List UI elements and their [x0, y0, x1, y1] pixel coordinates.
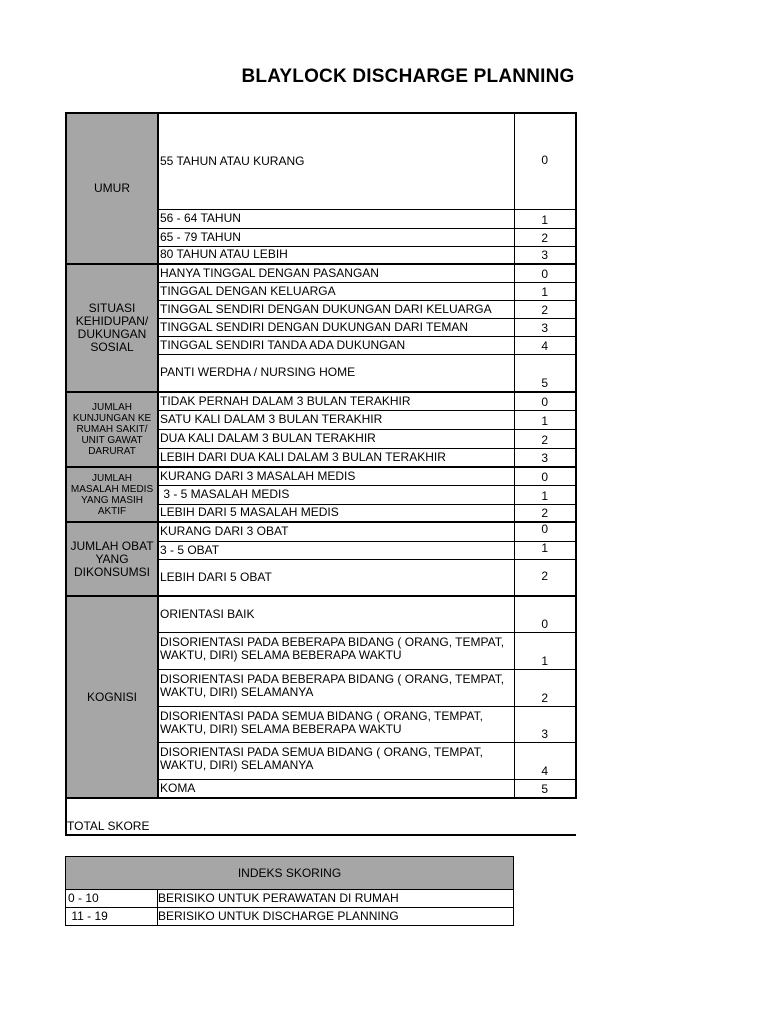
index-row [66, 908, 514, 926]
score-value: 2 [514, 504, 576, 522]
total-label: TOTAL SKORE [66, 798, 576, 835]
criteria-text: SATU KALI DALAM 3 BULAN TERAKHIR [158, 410, 514, 429]
score-value: 2 [514, 559, 576, 596]
category-kognisi: KOGNISI [66, 596, 158, 798]
category-umur: UMUR [66, 113, 158, 264]
scoring-index-table [65, 856, 514, 926]
criteria-text: 3 - 5 MASALAH MEDIS [158, 485, 514, 504]
category-obat: JUMLAH OBAT YANG DIKONSUMSI [66, 522, 158, 596]
criteria-text: LEBIH DARI DUA KALI DALAM 3 BULAN TERAKHIR [158, 448, 514, 467]
score-value: 0 [514, 467, 576, 485]
total-row [66, 798, 576, 835]
category-masalah-medis: JUMLAH MASALAH MEDIS YANG MASIH AKTIF [66, 467, 158, 522]
score-value: 0 [514, 392, 576, 410]
category-kunjungan: JUMLAH KUNJUNGAN KE RUMAH SAKIT/ UNIT GAWAT DARURAT [66, 392, 158, 467]
score-value: 0 [514, 596, 576, 632]
score-value: 3 [514, 706, 576, 742]
index-description: BERISIKO UNTUK DISCHARGE PLANNING [158, 908, 514, 926]
criteria-text: HANYA TINGGAL DENGAN PASANGAN [158, 264, 514, 282]
index-range: 0 - 10 [66, 890, 158, 908]
score-value: 4 [514, 742, 576, 779]
criteria-text: KOMA [158, 779, 514, 798]
criteria-text: TINGGAL SENDIRI TANDA ADA DUKUNGAN [158, 336, 514, 354]
criteria-text: 56 - 64 TAHUN [158, 209, 514, 228]
score-value: 1 [514, 209, 576, 228]
score-value: 1 [514, 541, 576, 559]
index-header-row [66, 857, 514, 890]
score-value: 3 [514, 246, 576, 264]
criteria-text: ORIENTASI BAIK [158, 596, 514, 632]
score-value: 3 [514, 448, 576, 467]
index-description: BERISIKO UNTUK PERAWATAN DI RUMAH [158, 890, 514, 908]
table-row [66, 264, 576, 282]
criteria-text: 65 - 79 TAHUN [158, 228, 514, 246]
score-value: 2 [514, 228, 576, 246]
criteria-text: LEBIH DARI 5 MASALAH MEDIS [158, 504, 514, 522]
criteria-text: 80 TAHUN ATAU LEBIH [158, 246, 514, 264]
score-value: 0 [514, 522, 576, 541]
score-value: 0 [514, 264, 576, 282]
criteria-text: DISORIENTASI PADA SEMUA BIDANG ( ORANG, TEMPAT, WAKTU, DIRI) SELAMA BEBERAPA WAKTU [158, 706, 514, 742]
criteria-text: PANTI WERDHA / NURSING HOME [158, 354, 514, 392]
table-row [66, 596, 576, 632]
criteria-text: LEBIH DARI 5 OBAT [158, 559, 514, 596]
index-header: INDEKS SKORING [66, 857, 514, 890]
score-value: 4 [514, 336, 576, 354]
index-row [66, 890, 514, 908]
criteria-text: DISORIENTASI PADA BEBERAPA BIDANG ( ORANG, TEMPAT, WAKTU, DIRI) SELAMA BEBERAPA WAKTU [158, 632, 514, 669]
score-value: 0 [514, 113, 576, 209]
criteria-text: TINGGAL DENGAN KELUARGA [158, 282, 514, 300]
score-value: 2 [514, 429, 576, 448]
table-row [66, 113, 576, 209]
score-value: 1 [514, 632, 576, 669]
score-value: 3 [514, 318, 576, 336]
table-row [66, 392, 576, 410]
score-value: 1 [514, 410, 576, 429]
criteria-text: 55 TAHUN ATAU KURANG [158, 113, 514, 209]
criteria-text: 3 - 5 OBAT [158, 541, 514, 559]
page-title: BLAYLOCK DISCHARGE PLANNING [241, 66, 575, 87]
criteria-text: TINGGAL SENDIRI DENGAN DUKUNGAN DARI TEMAN [158, 318, 514, 336]
scoring-table [65, 112, 577, 836]
criteria-text: DUA KALI DALAM 3 BULAN TERAKHIR [158, 429, 514, 448]
criteria-text: KURANG DARI 3 OBAT [158, 522, 514, 541]
criteria-text: TIDAK PERNAH DALAM 3 BULAN TERAKHIR [158, 392, 514, 410]
criteria-text: TINGGAL SENDIRI DENGAN DUKUNGAN DARI KELUARGA [158, 300, 514, 318]
score-value: 2 [514, 300, 576, 318]
score-value: 1 [514, 282, 576, 300]
score-value: 5 [514, 354, 576, 392]
criteria-text: DISORIENTASI PADA SEMUA BIDANG ( ORANG, TEMPAT, WAKTU, DIRI) SELAMANYA [158, 742, 514, 779]
criteria-text: KURANG DARI 3 MASALAH MEDIS [158, 467, 514, 485]
category-situasi: SITUASI KEHIDUPAN/ DUKUNGAN SOSIAL [66, 264, 158, 392]
score-value: 1 [514, 485, 576, 504]
table-row [66, 467, 576, 485]
score-value: 5 [514, 779, 576, 798]
criteria-text: DISORIENTASI PADA BEBERAPA BIDANG ( ORANG, TEMPAT, WAKTU, DIRI) SELAMANYA [158, 669, 514, 706]
table-row [66, 522, 576, 541]
score-value: 2 [514, 669, 576, 706]
index-range: 11 - 19 [66, 908, 158, 926]
